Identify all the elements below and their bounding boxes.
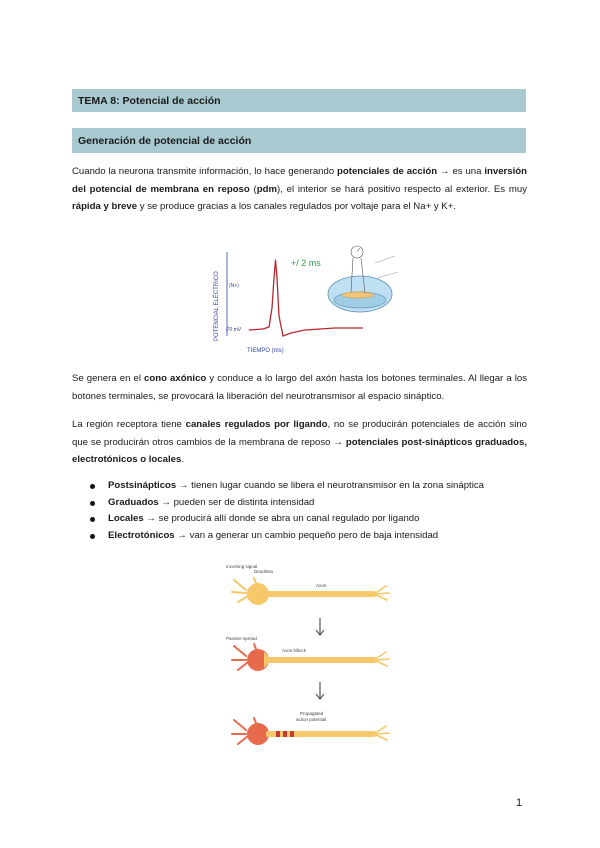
dendrites-label: Dendrites (254, 569, 274, 574)
list-item: Locales → se producirá allí donde se abra un canal regulado por ligando (90, 511, 530, 528)
axon-hillock-label: Axon hillock (282, 648, 307, 653)
list-item: Electrotónicos → van a generar un cambio pequeño pero de baja intensidad (90, 528, 530, 545)
recording-setup-illustration (328, 246, 398, 312)
tick-high-label: (N+) (229, 283, 239, 289)
page-number: 1 (516, 797, 523, 809)
x-axis-label: TIEMPO (ms) (247, 348, 284, 354)
propagated-label-line1: Propagated (300, 711, 324, 716)
action-potential-figure (205, 238, 415, 358)
paragraph-action-potential: Cuando la neurona transmite información, lo hace generando potenciales de acción → es una inversión del potencial de membrana en reposo (pdm), el interior se hará positivo respecto al exterior. Es muy rápida y breve y se produce gracias a los canales regulados por voltaje para el Na+ y K+. (72, 166, 527, 212)
paragraph-receptor-region: La región receptora tiene canales regulados por ligando, no se producirán potenciales de acción sino que se producirán otros cambios de la membrana de reposo → potenciales post-sinápticos graduados, electrotónicos o locales. (72, 419, 528, 465)
section-title-text: Generación de potencial de acción (78, 134, 252, 147)
list-item: Postsinápticos → tienen lugar cuando se libera el neurotransmisor en la zona sináptica (90, 478, 530, 495)
propagated-label-line2: action potential (296, 717, 327, 722)
list-item: Graduados → pueden ser de distinta intensidad (90, 495, 530, 512)
axon-label: Axon (316, 583, 327, 588)
potential-types-list (90, 478, 530, 544)
y-axis-label: POTENCIAL ELÉCTRICO (214, 271, 220, 341)
section-title (72, 128, 526, 153)
neuron-signal-figure (224, 560, 394, 760)
neuron-panel-3 (232, 711, 389, 745)
down-arrow-icon (316, 618, 324, 635)
neuron-panel-2 (226, 636, 389, 671)
incoming-signal-label: Incoming signal (226, 564, 258, 569)
paragraph-axon-hillock: Se genera en el cono axónico y conduce a lo largo del axón hasta los botones terminales. Al llegar a los botones terminales, se provocará la liberación del neurotransmisor al espacio sináptico. (72, 373, 527, 402)
down-arrow-icon (316, 682, 324, 699)
duration-label: +/ 2 ms (291, 258, 321, 268)
tema-title (72, 89, 526, 112)
tema-title-text: TEMA 8: Potencial de acción (78, 94, 221, 107)
passive-spread-label: Passive spread (226, 636, 257, 641)
tick-low-label: -70 mV (225, 327, 242, 333)
neuron-panel-1 (226, 564, 389, 605)
